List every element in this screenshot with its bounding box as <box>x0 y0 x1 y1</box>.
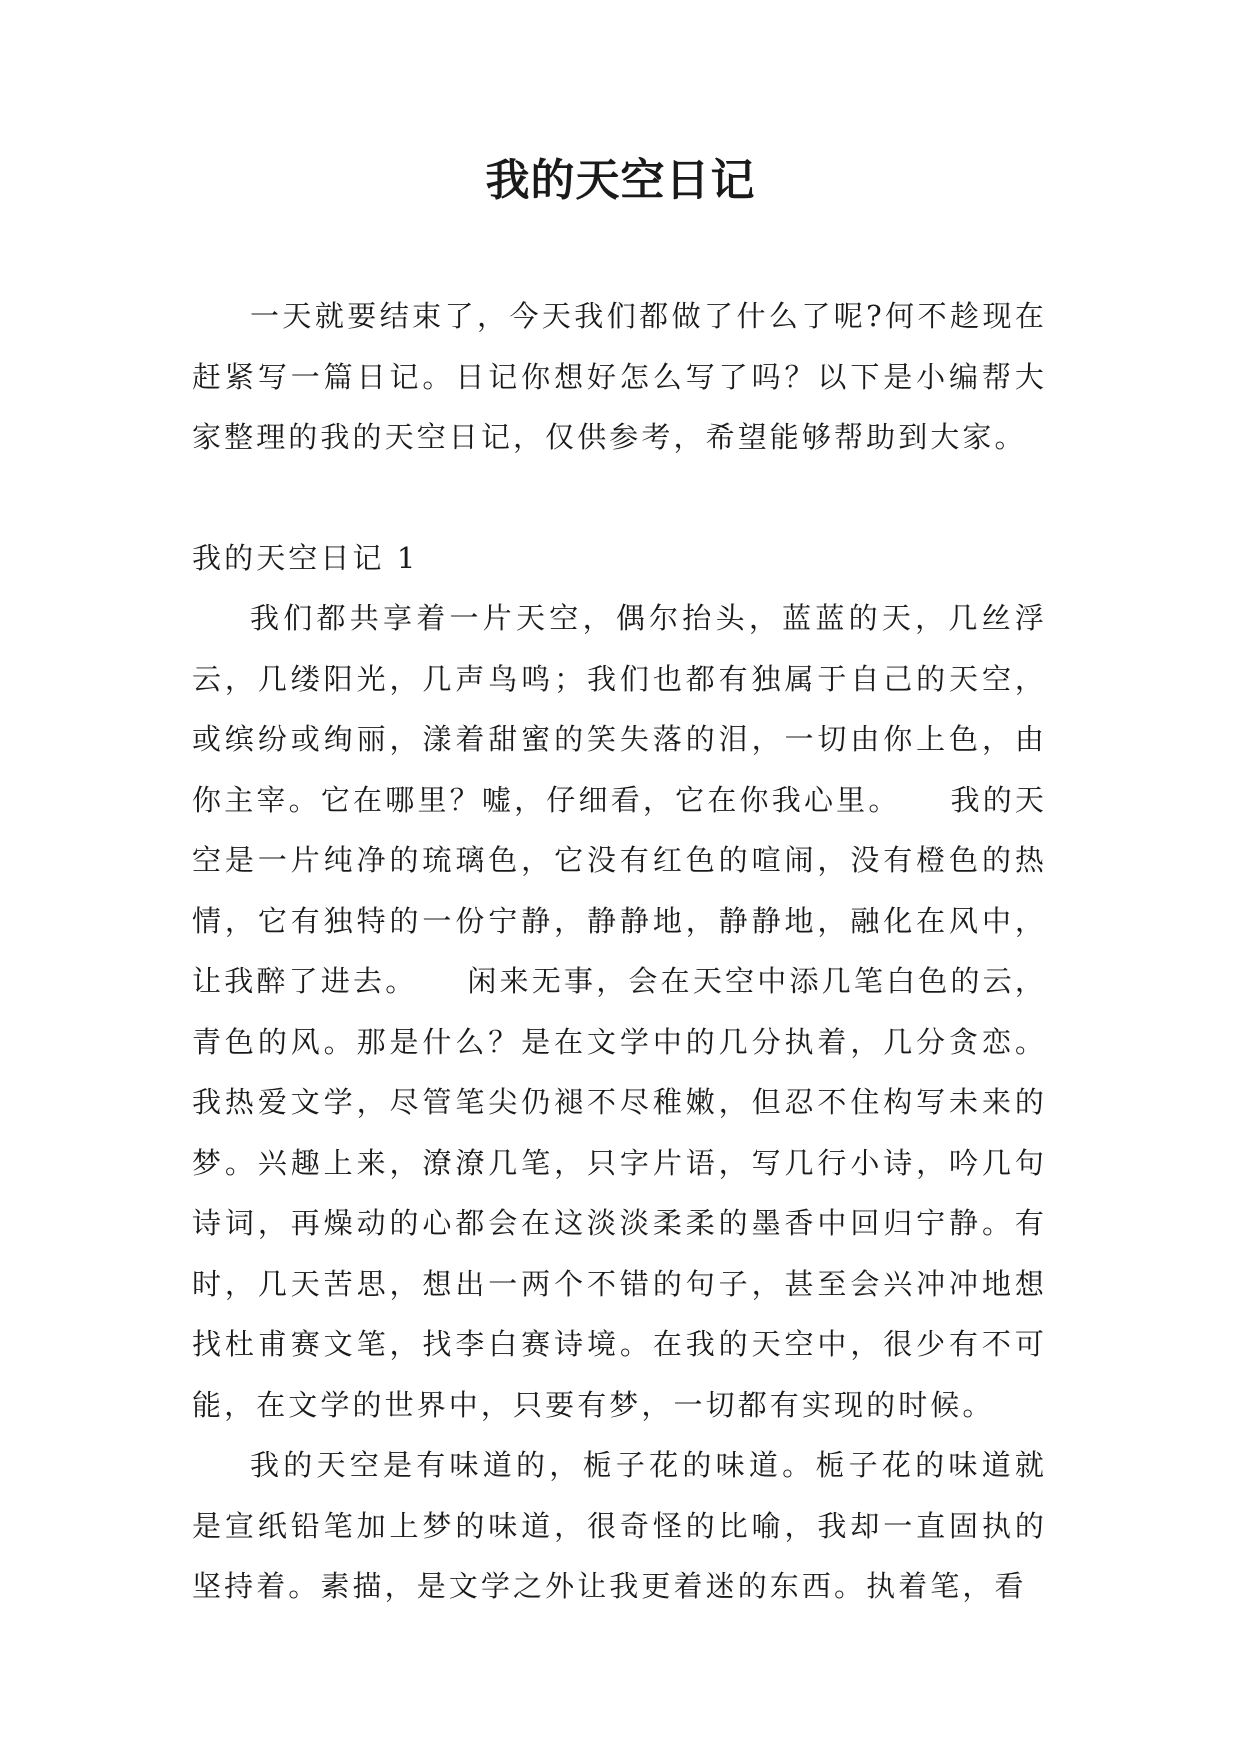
intro-paragraph: 一天就要结束了，今天我们都做了什么了呢?何不趁现在赶紧写一篇日记。日记你想好怎么写了吗？以下是小编帮大家整理的我的天空日记，仅供参考，希望能够帮助到大家。 <box>192 299 1047 454</box>
body-paragraph-2: 我的天空是有味道的，栀子花的味道。栀子花的味道就是宣纸铅笔加上梦的味道，很奇怪的比喻，我却一直固执的坚持着。素描，是文学之外让我更着迷的东西。执着笔，看 <box>192 1448 1047 1603</box>
page-title: 我的天空日记 <box>485 155 756 206</box>
section-heading: 我的天空日记 1 <box>192 540 419 575</box>
document-body <box>192 286 1047 1617</box>
section-spacer <box>192 468 1047 528</box>
body-paragraph-1: 我们都共享着一片天空，偶尔抬头，蓝蓝的天，几丝浮云，几缕阳光，几声鸟鸣；我们也都有独属于自己的天空，或缤纷或绚丽，漾着甜蜜的笑失落的泪，一切由你上色，由你主宰。它在哪里？嘘，仔细看，它在你我心里。 我的天空是一片纯净的琉璃色，它没有红色的喧闹，没有橙色的热情，它有独特的一份宁静，静静地，静静地，融化在风中，让我醉了进去。 闲来无事，会在天空中添几笔白色的云，青色的风。那是什么？是在文学中的几分执着，几分贪恋。我热爱文学，尽管笔尖仍褪不尽稚嫩，但忍不住构写未来的梦。兴趣上来，潦潦几笔，只字片语，写几行小诗，吟几句诗词，再燥动的心都会在这淡淡柔柔的墨香中回归宁静。有时，几天苦思，想出一两个不错的句子，甚至会兴冲冲地想找杜甫赛文笔，找李白赛诗境。在我的天空中，很少有不可能，在文学的世界中，只要有梦，一切都有实现的时候。 <box>192 601 1047 1422</box>
